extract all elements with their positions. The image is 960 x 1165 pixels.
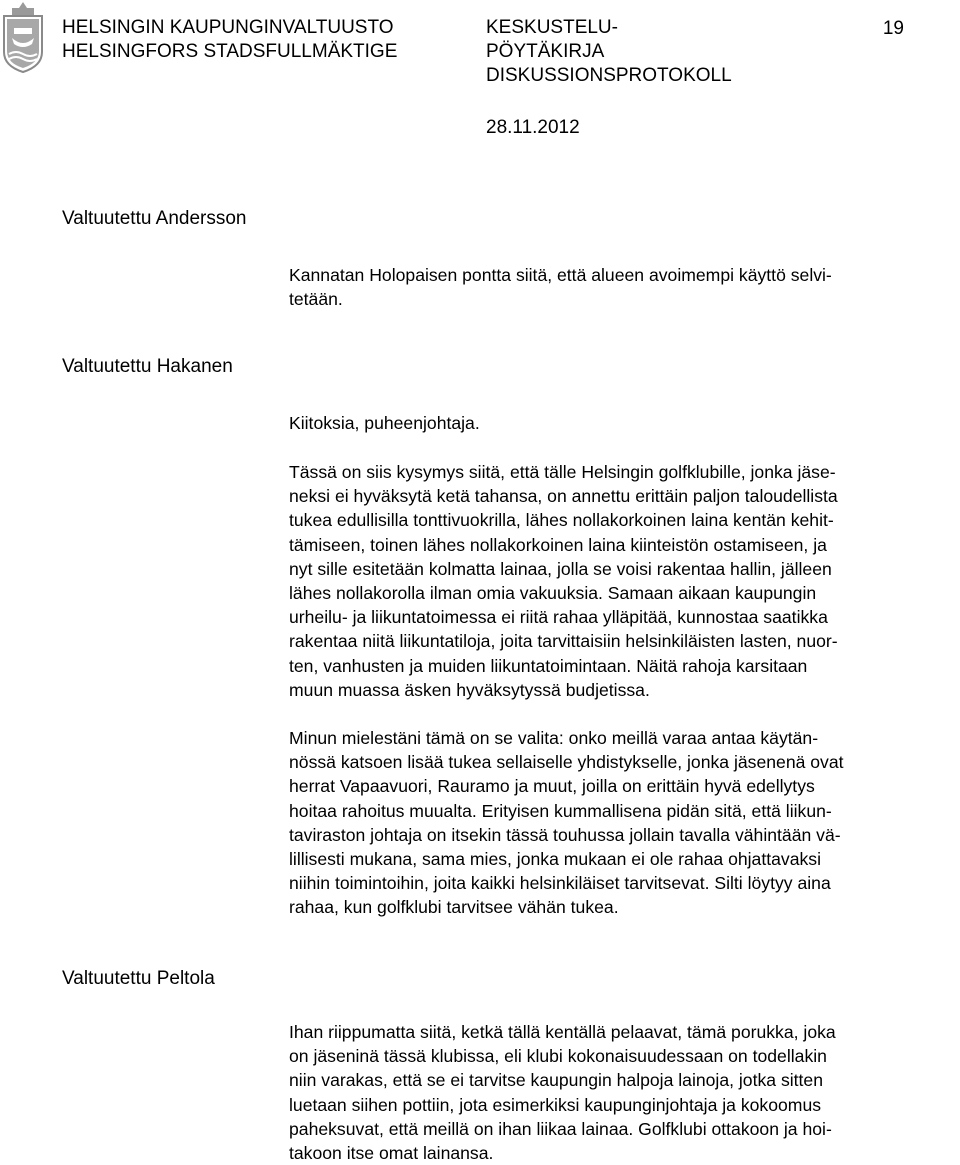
text-line: rahaa, kun golfklubi tarvitsee vähän tukea. [289, 897, 619, 918]
speaker-name: Valtuutettu Hakanen [62, 356, 233, 377]
text-line: hoitaa rahoitus muualta. Erityisen kummallisena pidän sitä, että liikun- [289, 800, 832, 821]
text-line: niin varakas, että se ei tarvitse kaupungin halpoja lainoja, jotka sitten [289, 1070, 823, 1091]
speech-text [289, 726, 957, 920]
text-line: ten, vanhusten ja muiden liikuntatoimintaan. Näitä rahoja karsitaan [289, 655, 808, 676]
speaker-name: Valtuutettu Andersson [62, 208, 247, 229]
text-line: luetaan siihen pottiin, jota esimerkiksi kaupunginjohtaja ja kokoomus [289, 1094, 822, 1115]
text-line: Tässä on siis kysymys siitä, että tälle Helsingin golfklubille, jonka jäse- [289, 462, 836, 482]
text-line: Kannatan Holopaisen pontta siitä, että alueen avoimempi käyttö selvi- [289, 265, 832, 285]
text-line: Kiitoksia, puheenjohtaja. [289, 413, 480, 433]
header-document-type [486, 16, 732, 88]
header-doc-line2: PÖYTÄKIRJA [486, 41, 605, 62]
text-line: taviraston johtaja on itsekin tässä touhussa jollain tavalla vähintään vä- [289, 824, 841, 845]
header-doc-line1: KESKUSTELU- [486, 17, 618, 38]
helsinki-coat-of-arms-logo [0, 0, 46, 74]
speech-paragraph [289, 460, 957, 702]
text-line: tukea edullisilla tonttivuokrilla, lähes nollakorkoinen laina kentän kehit- [289, 510, 834, 531]
text-line: rakentaa niitä liikuntatiloja, joita tarvittaisiin helsinkiläisten lasten, nuor- [289, 631, 838, 652]
header-organization [62, 16, 397, 64]
text-line: urheilu- ja liikuntatoimessa ei riitä rahaa ylläpitää, kunnostaa saatikka [289, 607, 828, 628]
speech-text [289, 263, 957, 311]
speech-paragraph [289, 726, 957, 920]
text-line: herrat Vapaavuori, Rauramo ja muut, joilla on erittäin hyvä edellytys [289, 776, 815, 797]
text-line: takoon itse omat lainansa. [289, 1143, 494, 1164]
speech-text [289, 411, 957, 435]
text-line: tetään. [289, 289, 343, 310]
text-line: on jäseninä tässä klubissa, eli klubi kokonaisuudessaan on todellakin [289, 1046, 827, 1067]
speaker-name: Valtuutettu Peltola [62, 968, 215, 989]
text-line: paheksuvat, että meillä on ihan liikaa lainaa. Golfklubi ottakoon ja hoi- [289, 1118, 832, 1139]
header-doc-line3: DISKUSSIONSPROTOKOLL [486, 65, 732, 86]
text-line: neksi ei hyväksytä ketä tahansa, on annettu erittäin paljon taloudellista [289, 486, 838, 507]
header-org-line2: HELSINGFORS STADSFULLMÄKTIGE [62, 41, 398, 62]
speech-paragraph [289, 263, 957, 311]
speech-text [289, 1020, 957, 1165]
text-line: Minun mielestäni tämä on se valita: onko meillä varaa antaa käytän- [289, 728, 819, 748]
page-number: 19 [882, 18, 904, 39]
text-line: muun muassa äsken hyväksytyssä budjetissa. [289, 679, 650, 700]
text-line: Ihan riippumatta siitä, ketkä tällä kentällä pelaavat, tämä porukka, joka [289, 1022, 836, 1042]
text-line: nössä katsoen lisää tukea sellaiselle yhdistykselle, jonka jäsenenä ovat [289, 752, 844, 773]
header-org-line1: HELSINGIN KAUPUNGINVALTUUSTO [62, 17, 394, 38]
speech-paragraph [289, 1020, 957, 1165]
text-line: lähes nollakorolla ilman omia vakuuksia. Samaan aikaan kaupungin [289, 583, 817, 604]
text-line: tämiseen, toinen lähes nollakorkoinen laina kiinteistön ostamiseen, ja [289, 534, 827, 555]
text-line: lillisesti mukana, sama mies, jonka mukaan ei ole rahaa ohjattavaksi [289, 849, 821, 870]
speech-paragraph [289, 411, 957, 435]
header-date: 28.11.2012 [486, 117, 580, 138]
text-line: niihin toimintoihin, joita kaikki helsinkiläiset tarvitsevat. Silti löytyy aina [289, 873, 831, 894]
speech-text [289, 460, 957, 702]
text-line: nyt sille esitetään kolmatta lainaa, jolla se voisi rakentaa hallin, jälleen [289, 558, 832, 579]
